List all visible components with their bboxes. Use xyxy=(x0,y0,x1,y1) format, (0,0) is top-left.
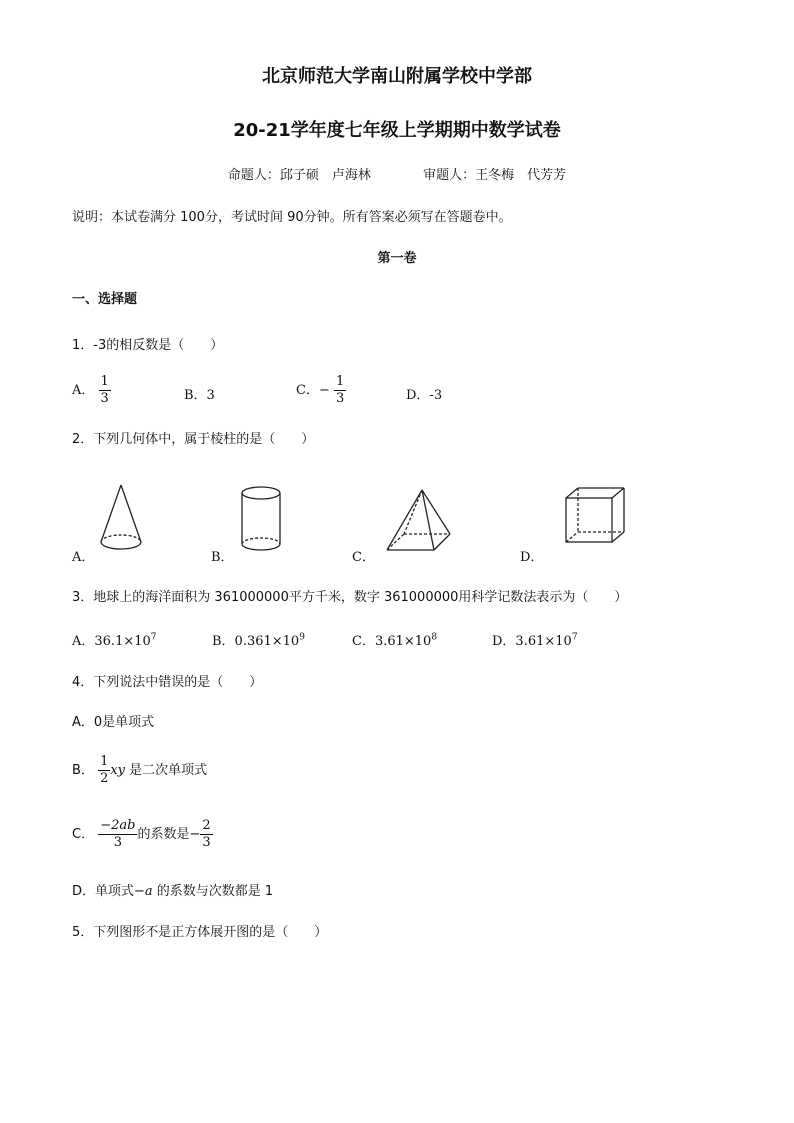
reviewer-label: 审题人：王冬梅 代芳芳 xyxy=(423,168,567,183)
cylinder-icon xyxy=(238,484,288,556)
q3-option-d: D．$3.61\times 10^7$ xyxy=(492,632,578,649)
school-name: 北京师范大学南山附属学校中学部 xyxy=(262,66,532,87)
q1-option-a: A． $\frac{1}{3}$ xyxy=(72,374,109,406)
q2-stem: 2．下列几何体中，属于棱柱的是（ ） xyxy=(72,432,315,447)
q4-option-a: A．0是单项式 xyxy=(72,715,155,730)
q2-option-d-label: D． xyxy=(520,550,544,565)
q4-option-b: B． $\frac{1}{2}$ xy 是二次单项式 xyxy=(72,754,208,786)
q3-option-b: B．$0.361\times 10^9$ xyxy=(212,632,305,649)
pyramid-icon xyxy=(384,486,454,556)
q2-option-a-label: A． xyxy=(72,550,95,565)
q4-option-c: C． $\frac{-2ab}{3}$ 的系数是− $\frac{2}{3}$ xyxy=(72,818,211,850)
q4-option-d: D．单项式−a 的系数与次数都是 1 xyxy=(72,884,274,899)
q1-option-c: C．− $\frac{1}{3}$ xyxy=(296,374,345,406)
q3-stem: 3．地球上的海洋面积为 361000000平方千米，数字 361000000用科学记数法表示为（ ） xyxy=(72,590,628,605)
q2-option-c-label: C． xyxy=(352,550,375,565)
q5-stem: 5．下列图形不是正方体展开图的是（ ） xyxy=(72,925,328,940)
cube-icon xyxy=(562,484,628,546)
exam-title: 20-21学年度七年级上学期期中数学试卷 xyxy=(233,120,561,141)
q4-stem: 4．下列说法中错误的是（ ） xyxy=(72,675,263,690)
setter-label: 命题人：邱子硕 卢海林 xyxy=(227,168,371,183)
section-title: 一、选择题 xyxy=(72,292,138,307)
q3-option-a: A．$36.1\times 10^7$ xyxy=(72,632,157,649)
part-title: 第一卷 xyxy=(377,251,417,266)
q1-option-b: B．3 xyxy=(184,388,215,403)
cone-icon xyxy=(96,482,146,554)
q3-option-c: C．$3.61\times 10^8$ xyxy=(352,632,438,649)
q1-option-d: D．-3 xyxy=(406,388,443,403)
q1-stem: 1．-3的相反数是（ ） xyxy=(72,338,224,353)
authors-line xyxy=(0,164,794,183)
instructions: 说明：本试卷满分 100分，考试时间 90分钟。所有答案必须写在答题卷中。 xyxy=(72,210,512,225)
q2-option-b-label: B． xyxy=(211,550,234,565)
